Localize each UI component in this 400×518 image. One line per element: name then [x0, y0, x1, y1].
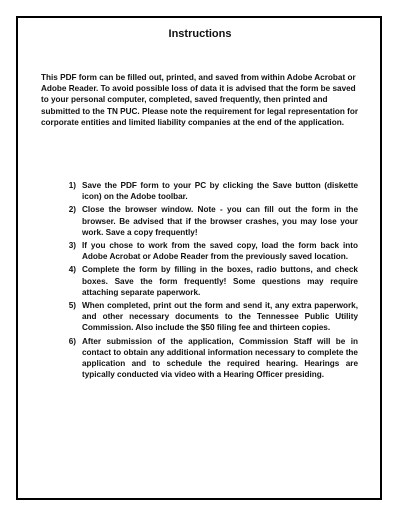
instruction-step [58, 180, 358, 202]
instruction-step [58, 204, 358, 238]
step-number: 1) [68, 181, 76, 190]
step-text: If you chose to work from the saved copy, load the form back into Adobe Acrobat or Adobe Reader from the previously saved location. [82, 241, 358, 262]
step-number: 5) [68, 301, 76, 311]
intro-paragraph: This PDF form can be filled out, printed, and saved from within Adobe Acrobat or Adobe Reader. To avoid possible loss of data it is advised that the form be saved to your personal computer, completed, saved frequently, then printed and submitted to the TN PUC. Please note the requirement for legal representation for corporate entities and limited liability companies at the end of the application. [41, 73, 359, 127]
instruction-step [58, 264, 358, 298]
instruction-steps-list [58, 180, 358, 382]
instruction-step [58, 300, 358, 334]
step-number: 6) [68, 336, 76, 346]
page-title: Instructions [168, 28, 232, 40]
step-text: When completed, print out the form and send it, any extra paperwork, and other necessary documents to the Tennessee Public Utility Commission. Also include the $50 filing fee and thirteen copies. [82, 301, 358, 333]
instruction-step [58, 336, 358, 381]
step-text: After submission of the application, Commission Staff will be in contact to obtain any additional information necessary to complete the application and to schedule the required hearing. Hearings are typically conducted via video with a Hearing Officer presiding. [82, 336, 358, 380]
step-number: 4) [68, 265, 76, 275]
instruction-step [58, 240, 358, 262]
step-text: Save the PDF form to your PC by clicking the Save button (diskette icon) on the Adobe toolbar. [82, 181, 358, 202]
step-number: 3) [68, 241, 76, 251]
step-text: Close the browser window. Note - you can fill out the form in the browser. Be advised that if the browser crashes, you may lose your work. Save a copy frequently! [82, 205, 358, 237]
step-number: 2) [68, 205, 76, 215]
step-text: Complete the form by filling in the boxes, radio buttons, and check boxes. Save the form frequently! Some questions may require attaching separate paperwork. [82, 265, 358, 297]
